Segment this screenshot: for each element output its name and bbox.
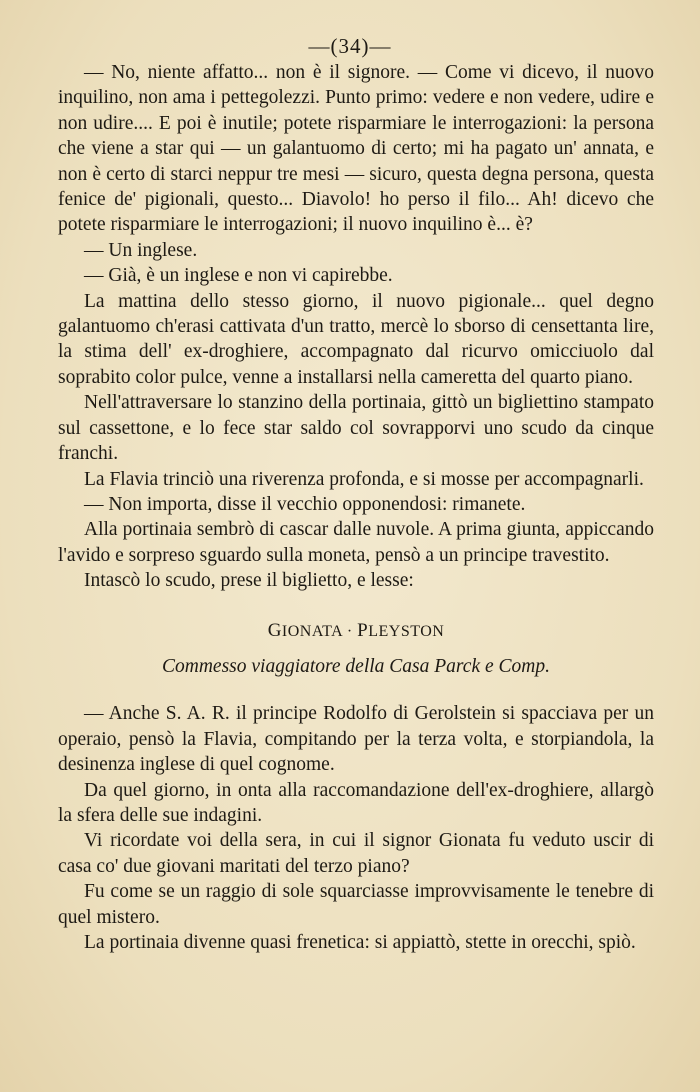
- visiting-card-title: Commesso viaggiatore della Casa Parck e Comp.: [162, 655, 550, 677]
- card-surname-rest: LEYSTON: [368, 622, 445, 640]
- paragraph: — Anche S. A. R. il principe Rodolfo di Gerolstein si spacciava per un operaio, pensò la Flavia, compitando per la terza volta, e storpiandola, la desinenza inglese di quel cognome.: [58, 703, 654, 776]
- card-name-rest: IONATA: [281, 622, 343, 640]
- visiting-card-name: [58, 618, 654, 644]
- paragraph: — Non importa, disse il vecchio opponendosi: rimanete.: [84, 493, 526, 515]
- body-text: [58, 60, 654, 955]
- card-name-separator: ·: [346, 622, 353, 640]
- paragraph: — No, niente affatto... non è il signore. — Come vi dicevo, il nuovo inquilino, non ama i pettegolezzi. Punto primo: vedere e non vedere, udire e non udire.... E poi è inutile; potete risparmiare le interrogazioni: la persona che viene a star qui — un galantuomo di certo; mi ha pagato un' annata, e non è certo di starci neppur tre mesi — sicuro, questa degna persona, questa fenice de' pigionali, questo... Diavolo! ho perso il filo... Ah! dicevo che potete risparmiare le interrogazioni; il nuovo inquilino è... è?: [58, 62, 654, 236]
- paragraph: Vi ricordate voi della sera, in cui il signor Gionata fu veduto uscir di casa co' due giovani maritati del terzo piano?: [58, 830, 654, 877]
- paragraph: La portinaia divenne quasi frenetica: si appiattò, stette in orecchi, spiò.: [84, 932, 636, 953]
- paragraph: Da quel giorno, in onta alla raccomandazione dell'ex-droghiere, allargò la sfera delle sue indagini.: [58, 779, 654, 826]
- paragraph: Nell'attraversare lo stanzino della portinaia, gittò un bigliettino stampato sul cassettone, e lo fece star saldo col sovrapporvi uno scudo da cinque franchi.: [58, 392, 654, 465]
- card-surname-initial: P: [357, 619, 369, 641]
- paragraph: Fu come se un raggio di sole squarciasse improvvisamente le tenebre di quel mistero.: [58, 881, 654, 928]
- paragraph: Intascò lo scudo, prese il biglietto, e lesse:: [84, 570, 414, 592]
- paragraph: La mattina dello stesso giorno, il nuovo pigionale... quel degno galantuomo ch'erasi cattivata d'un tratto, mercè lo sborso di censettanta lire, la stima dell' ex-droghiere, accompagnato dal ricurvo omicciuolo dal soprabito color pulce, venne a installarsi nella cameretta del quarto piano.: [58, 290, 654, 388]
- paragraph: La Flavia trinciò una riverenza profonda, e si mosse per accompagnarli.: [84, 468, 644, 490]
- page-number: —(34)—: [308, 34, 392, 58]
- card-name-initial: G: [267, 619, 282, 641]
- paragraph: Alla portinaia sembrò di cascar dalle nuvole. A prima giunta, appiccando l'avido e sorpreso sguardo sulla moneta, pensò a un principe travestito.: [58, 519, 654, 566]
- paragraph: — Già, è un inglese e non vi capirebbe.: [84, 265, 393, 287]
- paragraph: — Un inglese.: [84, 239, 198, 261]
